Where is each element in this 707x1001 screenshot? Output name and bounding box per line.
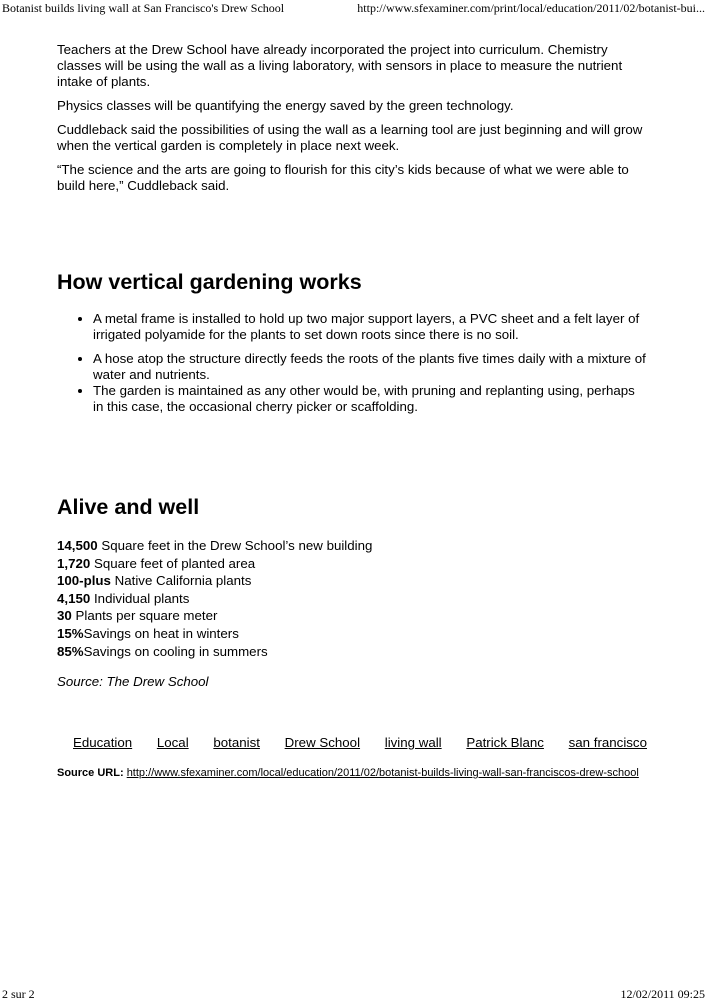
stat-row (57, 572, 647, 590)
tag-link-drew-school[interactable]: Drew School (284, 735, 361, 751)
stat-value: 14,500 (57, 538, 98, 553)
stat-row (57, 537, 647, 555)
stat-value: 100-plus (57, 573, 111, 589)
print-header (0, 0, 707, 16)
article-paragraph: Physics classes will be quantifying the energy saved by the green technology. (57, 98, 514, 113)
list-item: • The garden is maintained as any other would be, with pruning and replanting using, perhaps in this case, the occasional cherry picker or scaffolding. (93, 383, 647, 415)
stat-row (57, 625, 647, 643)
source-url-link[interactable]: http://www.sfexaminer.com/local/education/2011/02/botanist-builds-living-wall-san-franciscos-drew-school (126, 767, 639, 780)
tag-link-patrick-blanc[interactable]: Patrick Blanc (466, 735, 544, 751)
article-content (57, 42, 647, 780)
section-heading-vertical-gardening: How vertical gardening works (57, 270, 362, 294)
stat-label: Square feet of planted area (93, 555, 256, 571)
stat-row (57, 643, 647, 661)
stat-label: Native California plants (114, 573, 252, 589)
stat-value: 1,720 (57, 555, 91, 571)
article-paragraph: “The science and the arts are going to flourish for this city’s kids because of what we were able to build here,” Cuddleback said. (57, 162, 629, 193)
section-heading-alive-and-well: Alive and well (57, 495, 200, 519)
stat-label: Plants per square meter (75, 608, 218, 624)
tag-link-local[interactable]: Local (156, 735, 189, 751)
list-item: • A hose atop the structure directly feeds the roots of the plants five times daily with a mixture of water and nutrients. (93, 351, 647, 383)
tag-links (57, 735, 647, 750)
stat-label: Savings on cooling in summers (83, 643, 268, 659)
tag-link-education[interactable]: Education (73, 735, 133, 751)
tag-link-living-wall[interactable]: living wall (384, 735, 442, 751)
stat-row (57, 555, 647, 573)
stat-label: Square feet in the Drew School’s new building (101, 538, 373, 553)
list-item: • A metal frame is installed to hold up two major support layers, a PVC sheet and a felt layer of irrigated polyamide for the plants to set down roots since there is no soil. (93, 311, 647, 343)
stat-value: 30 (57, 608, 72, 624)
article-paragraph: Cuddleback said the possibilities of using the wall as a learning tool are just beginning and will grow when the vertical garden is completely in place next week. (57, 122, 643, 153)
stats-source: Source: The Drew School (57, 674, 209, 690)
source-url (57, 766, 647, 780)
tag-link-botanist[interactable]: botanist (213, 735, 260, 751)
stat-row (57, 590, 647, 608)
stat-value: 15% (57, 625, 84, 641)
print-datetime: 12/02/2011 09:25 (620, 987, 705, 1001)
vertical-gardening-list (57, 311, 647, 415)
page-number: 2 sur 2 (2, 987, 35, 1001)
source-url-label: Source URL: (57, 767, 124, 780)
print-header-url: http://www.sfexaminer.com/print/local/education/2011/02/botanist-bui... (357, 1, 705, 15)
stat-value: 85% (57, 643, 84, 659)
tag-link-san-francisco[interactable]: san francisco (568, 735, 647, 751)
article-paragraph: Teachers at the Drew School have already incorporated the project into curriculum. Chemistry classes will be using the wall as a living laboratory, with sensors in place to measure the nutrient intake of plants. (57, 42, 623, 89)
stats-list (57, 537, 647, 660)
stat-row (57, 607, 647, 625)
stat-label: Individual plants (93, 590, 190, 606)
print-header-title: Botanist builds living wall at San Francisco's Drew School (2, 1, 285, 15)
stat-label: Savings on heat in winters (83, 625, 239, 641)
stat-value: 4,150 (57, 590, 91, 606)
print-footer (0, 986, 707, 1000)
